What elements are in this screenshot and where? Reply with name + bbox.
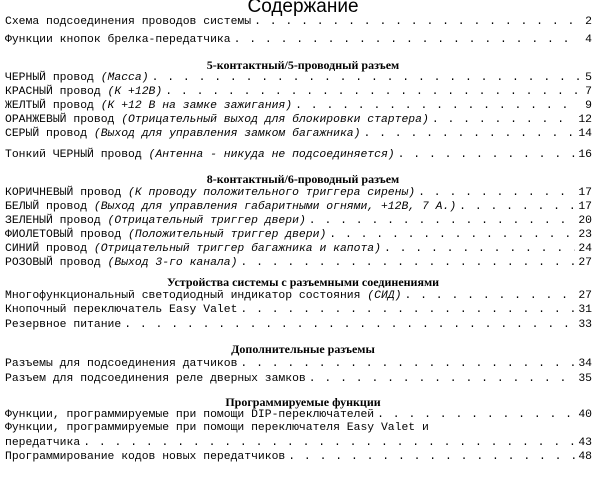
leader-dots [459,201,575,214]
entry-note: (К +12 В на замке зажигания) [100,100,293,112]
entry-note: (Выход 3-го канала) [107,257,238,269]
leader-dots [377,409,575,422]
entry-text: Тонкий ЧЕРНЫЙ провод [5,149,149,161]
page-number: 12 [578,114,592,126]
entry-note: (Антенна - никуда не подсоединяется) [148,149,395,161]
toc-entry[interactable] [5,71,592,85]
page-number: 16 [578,149,592,161]
toc-entry[interactable] [5,436,592,450]
entry-text: передатчика [5,437,81,449]
leader-dots [398,149,576,162]
entry-text: БЕЛЫЙ провод [5,201,94,213]
entry-note: (Отрицательный триггер багажника и капота) [93,243,381,255]
section-heading: Дополнительные разъемы [231,342,375,356]
section-heading: 5-контактный/5-проводный разъем [206,58,400,72]
entry-note: (Отрицательный выход для блокировки стартера) [121,114,429,126]
page-number: 5 [585,72,592,84]
page-number: 20 [578,215,592,227]
toc-entry[interactable] [5,289,592,303]
page-number: 14 [578,128,592,140]
toc-entry[interactable] [5,303,592,317]
entry-text: Функции кнопок брелка-передатчика [5,34,231,46]
page-number: 7 [585,86,592,98]
entry-text: ОРАНЖЕВЫЙ провод [5,114,122,126]
page-number: 35 [578,373,592,385]
leader-dots [329,229,575,242]
page-title: Содержание [247,0,359,17]
page-number: 24 [578,243,592,255]
page-number: 2 [585,16,592,28]
leader-dots [124,319,575,332]
entry-text: Разъем для подсоединения реле дверных замков [5,373,306,385]
page-number: 27 [578,257,592,269]
entry-note: (К +12В) [107,86,163,98]
page-number: 34 [578,358,592,370]
page-number: 9 [585,100,592,112]
leader-dots [240,304,575,317]
entry-text: СЕРЫЙ провод [5,128,94,140]
section-heading: Программируемые функции [225,395,381,409]
leader-dots [309,215,576,228]
page-number: 40 [578,409,592,421]
leader-dots [404,290,575,303]
toc-entry[interactable] [5,15,592,29]
entry-note: (К проводу положительного триггера сирены) [128,187,416,199]
leader-dots [83,437,575,450]
entry-note: (Выход для управления замком багажника) [93,128,361,140]
entry-note: (Выход для управления габаритными огнями, +12В, 7 А.) [93,201,457,213]
toc-entry[interactable] [5,318,592,332]
entry-text: КОРИЧНЕВЫЙ провод [5,187,129,199]
toc-entry[interactable] [5,450,592,464]
entry-text: Программирование кодов новых передатчиков [5,451,286,463]
toc-entry[interactable] [5,357,592,371]
toc-entry[interactable] [5,200,592,214]
leader-dots [234,34,579,47]
toc-entry[interactable] [5,127,592,141]
entry-note: (Положительный триггер двери) [128,229,327,241]
entry-text: ФИОЛЕТОВЫЙ провод [5,229,129,241]
entry-note: (СИД) [367,290,402,302]
section-heading: 8-контактный/6-проводный разъем [206,172,400,186]
leader-dots [309,373,576,386]
entry-text: Разъемы для подсоединения датчиков [5,358,238,370]
entry-text: Многофункциональный светодиодный индикатор состояния [5,290,368,302]
toc-entry[interactable] [5,85,592,99]
toc-entry[interactable] [5,148,592,162]
page-number: 33 [578,319,592,331]
toc-entry[interactable] [5,186,592,200]
leader-dots [295,100,579,113]
entry-text: Резервное питание [5,319,122,331]
entry-text: Функции, программируемые при помощи DIP-переключателей [5,409,375,421]
toc-entry[interactable] [5,33,592,47]
page-number: 17 [578,201,592,213]
toc-entry[interactable] [5,408,592,422]
leader-dots [384,243,575,256]
leader-dots [165,86,579,99]
entry-text: РОЗОВЫЙ провод [5,257,108,269]
toc-entry[interactable] [5,256,592,270]
entry-text: Схема подсоединения проводов системы [5,16,252,28]
toc-entry[interactable] [5,113,592,127]
page-number: 4 [585,34,592,46]
leader-dots [418,187,575,200]
page-number: 17 [578,187,592,199]
toc-entry[interactable] [5,99,592,113]
leader-dots [288,451,575,464]
leader-dots [240,257,575,270]
entry-text: Кнопочный переключатель Easy Valet [5,304,238,316]
entry-text: КРАСНЫЙ провод [5,86,108,98]
entry-text: ЧЕРНЫЙ провод [5,72,101,84]
toc-entry[interactable] [5,372,592,386]
toc-entry[interactable] [5,214,592,228]
leader-dots [432,114,576,127]
page-number: 27 [578,290,592,302]
entry-text: СИНИЙ провод [5,243,94,255]
toc-entry[interactable] [5,228,592,242]
entry-text: ЗЕЛЕНЫЙ провод [5,215,108,227]
leader-dots [152,72,579,85]
page-number: 43 [578,437,592,449]
page-number: 31 [578,304,592,316]
leader-dots [363,128,575,141]
toc-entry-wrapped-text[interactable]: Функции, программируемые при помощи переключателя Easy Valet и [5,422,429,434]
page-number: 48 [578,451,592,463]
entry-note: (Масса) [100,72,149,84]
leader-dots [254,16,579,29]
toc-entry[interactable] [5,242,592,256]
entry-note: (Отрицательный триггер двери) [107,215,306,227]
entry-text: ЖЕЛТЫЙ провод [5,100,101,112]
page-number: 23 [578,229,592,241]
leader-dots [240,358,575,371]
section-heading: Устройства системы с разъемными соединениями [166,275,440,289]
